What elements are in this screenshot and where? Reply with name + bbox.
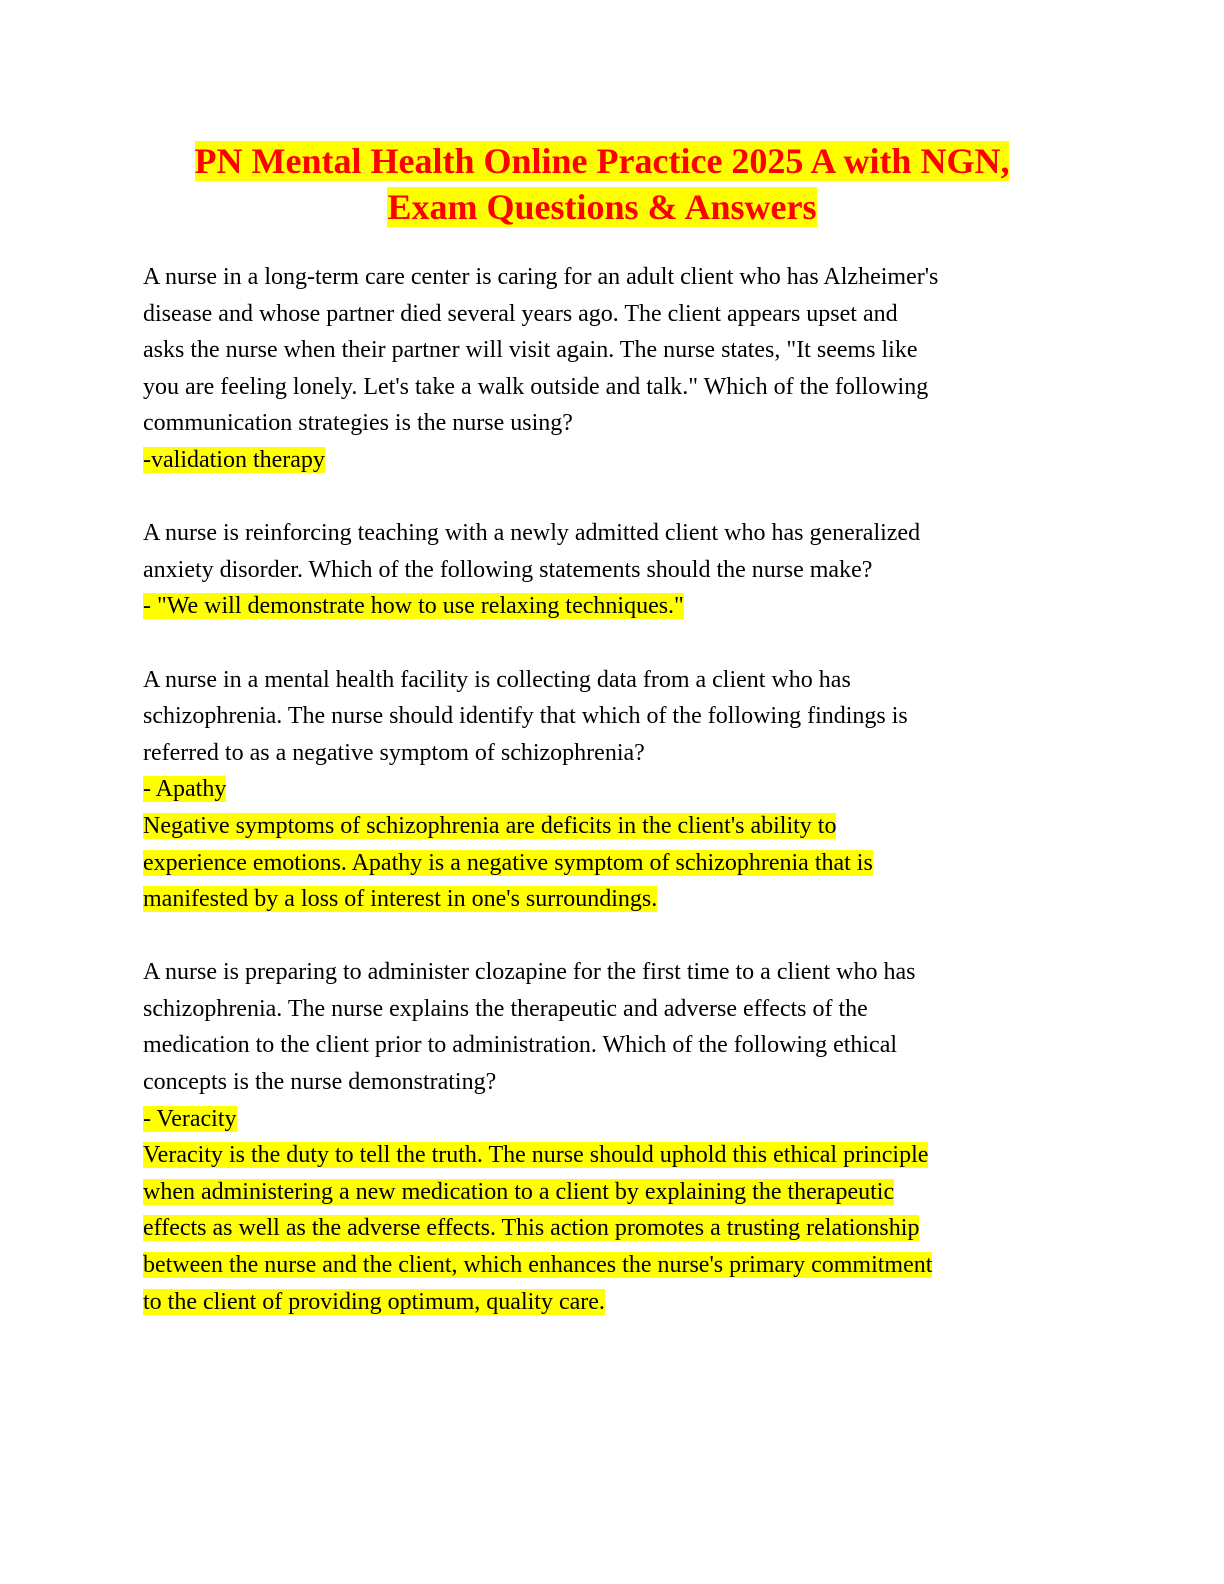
question-line: A nurse in a mental health facility is collecting data from a client who has [143, 666, 851, 693]
qa-item-4 [143, 954, 1103, 1320]
qa-item-2 [143, 515, 1103, 625]
question-line: A nurse is preparing to administer clozapine for the first time to a client who has [143, 959, 916, 986]
question-line: you are feeling lonely. Let's take a walk outside and talk." Which of the following [143, 373, 929, 400]
question-line: anxiety disorder. Which of the following statements should the nurse make? [143, 556, 873, 583]
answer-line: -validation therapy [143, 446, 325, 473]
rationale-line: Negative symptoms of schizophrenia are deficits in the client's ability to [143, 812, 837, 839]
rationale-line: between the nurse and the client, which enhances the nurse's primary commitment [143, 1252, 933, 1279]
answer-line: - Apathy [143, 776, 227, 803]
question-line: concepts is the nurse demonstrating? [143, 1069, 497, 1096]
question-line: schizophrenia. The nurse should identify that which of the following findings is [143, 703, 908, 730]
answer-line: - "We will demonstrate how to use relaxing techniques." [143, 593, 684, 620]
rationale-line: effects as well as the adverse effects. This action promotes a trusting relationship [143, 1215, 920, 1242]
question-line: A nurse is reinforcing teaching with a newly admitted client who has generalized [143, 520, 921, 547]
question-line: referred to as a negative symptom of schizophrenia? [143, 739, 645, 766]
page-title [100, 138, 1104, 230]
rationale-line: to the client of providing optimum, quality care. [143, 1288, 605, 1315]
qa-item-3 [143, 662, 1103, 918]
question-line: medication to the client prior to administration. Which of the following ethical [143, 1032, 898, 1059]
answer-line: - Veracity [143, 1105, 237, 1132]
rationale-line: manifested by a loss of interest in one's surroundings. [143, 886, 658, 913]
title-line-2: Exam Questions & Answers [387, 187, 817, 227]
question-line: disease and whose partner died several years ago. The client appears upset and [143, 300, 898, 327]
qa-list [143, 259, 1103, 1357]
qa-item-1 [143, 259, 1103, 479]
rationale-line: experience emotions. Apathy is a negative symptom of schizophrenia that is [143, 849, 873, 876]
title-line-1: PN Mental Health Online Practice 2025 A with NGN, [194, 141, 1010, 181]
question-line: A nurse in a long-term care center is caring for an adult client who has Alzheimer's [143, 264, 939, 290]
question-line: asks the nurse when their partner will visit again. The nurse states, "It seems like [143, 337, 918, 364]
rationale-line: when administering a new medication to a client by explaining the therapeutic [143, 1178, 895, 1205]
question-line: communication strategies is the nurse using? [143, 410, 573, 437]
question-line: schizophrenia. The nurse explains the therapeutic and adverse effects of the [143, 995, 868, 1022]
rationale-line: Veracity is the duty to tell the truth. The nurse should uphold this ethical principle [143, 1142, 929, 1169]
